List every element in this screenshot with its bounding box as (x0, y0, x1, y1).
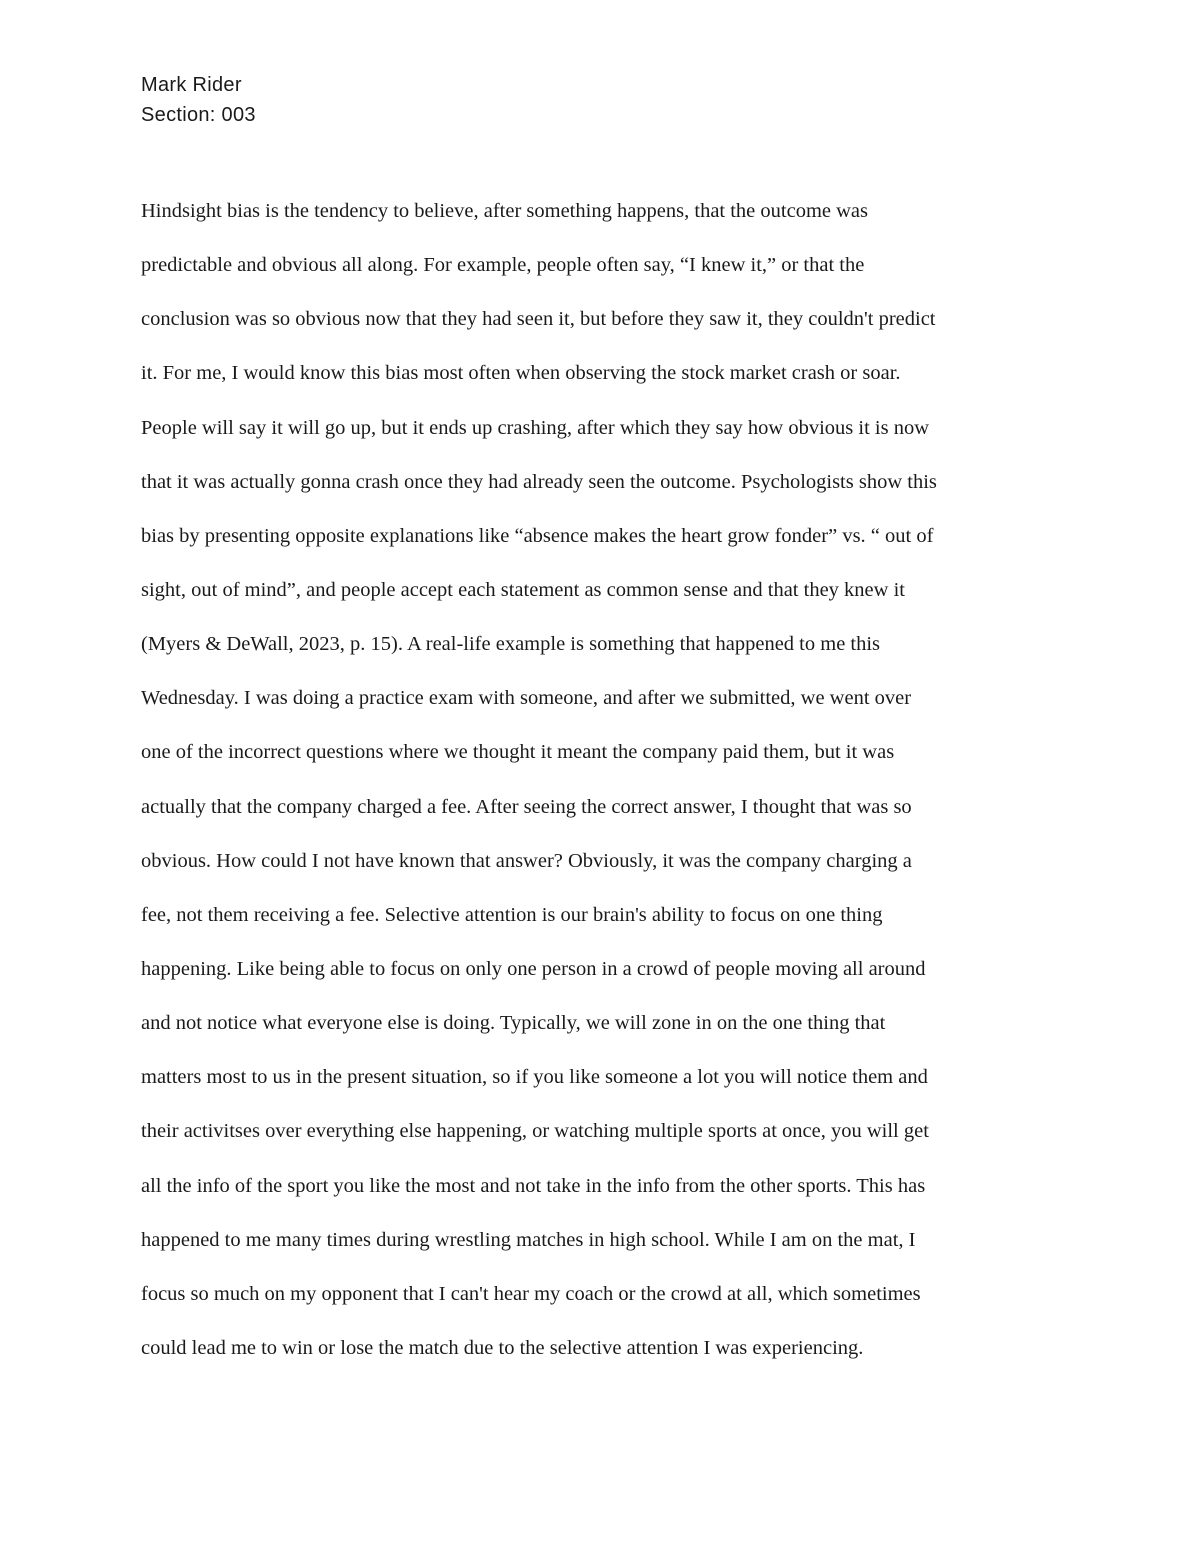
paragraph-line: actually that the company charged a fee. After seeing the correct answer, I thought that was so (141, 795, 912, 818)
paragraph-line: their activitses over everything else happening, or watching multiple sports at once, you will get (141, 1120, 929, 1143)
paragraph-line: Wednesday. I was doing a practice exam with someone, and after we submitted, we went over (141, 687, 912, 710)
paragraph-line: bias by presenting opposite explanations like “absence makes the heart grow fonder” vs. “ out of (141, 524, 934, 547)
paragraph-line: happening. Like being able to focus on only one person in a crowd of people moving all around (141, 957, 926, 980)
author-name: Mark Rider (141, 74, 242, 96)
paragraph-line: People will say it will go up, but it ends up crashing, after which they say how obvious it is now (141, 416, 930, 439)
paragraph-line: conclusion was so obvious now that they had seen it, but before they saw it, they couldn't predict (141, 308, 936, 331)
paragraph-line: one of the incorrect questions where we thought it meant the company paid them, but it was (141, 741, 895, 764)
paragraph-line: happened to me many times during wrestling matches in high school. While I am on the mat, I (141, 1228, 916, 1251)
paragraph-line: all the info of the sport you like the most and not take in the info from the other sports. This has (141, 1174, 926, 1197)
document-header (141, 70, 256, 130)
paragraph-line: matters most to us in the present situation, so if you like someone a lot you will notice them and (141, 1066, 928, 1089)
paragraph-line: and not notice what everyone else is doing. Typically, we will zone in on the one thing that (141, 1012, 886, 1035)
paragraph-line: focus so much on my opponent that I can't hear my coach or the crowd at all, which sometimes (141, 1282, 921, 1305)
section-number: Section: 003 (141, 104, 256, 126)
paragraph-line: predictable and obvious all along. For example, people often say, “I knew it,” or that the (141, 254, 865, 277)
essay-paragraph (141, 196, 1071, 1387)
paragraph-line: obvious. How could I not have known that answer? Obviously, it was the company charging a (141, 849, 912, 872)
paragraph-line: could lead me to win or lose the match due to the selective attention I was experiencing. (141, 1336, 864, 1359)
paragraph-line: Hindsight bias is the tendency to believe, after something happens, that the outcome was (141, 200, 868, 222)
paragraph-line: sight, out of mind”, and people accept each statement as common sense and that they knew it (141, 578, 905, 601)
paragraph-line: that it was actually gonna crash once they had already seen the outcome. Psychologists show this (141, 470, 937, 493)
paragraph-line: (Myers & DeWall, 2023, p. 15). A real-life example is something that happened to me this (141, 633, 881, 656)
paragraph-line: fee, not them receiving a fee. Selective attention is our brain's ability to focus on one thing (141, 903, 883, 926)
paragraph-line: it. For me, I would know this bias most often when observing the stock market crash or soar. (141, 362, 901, 385)
